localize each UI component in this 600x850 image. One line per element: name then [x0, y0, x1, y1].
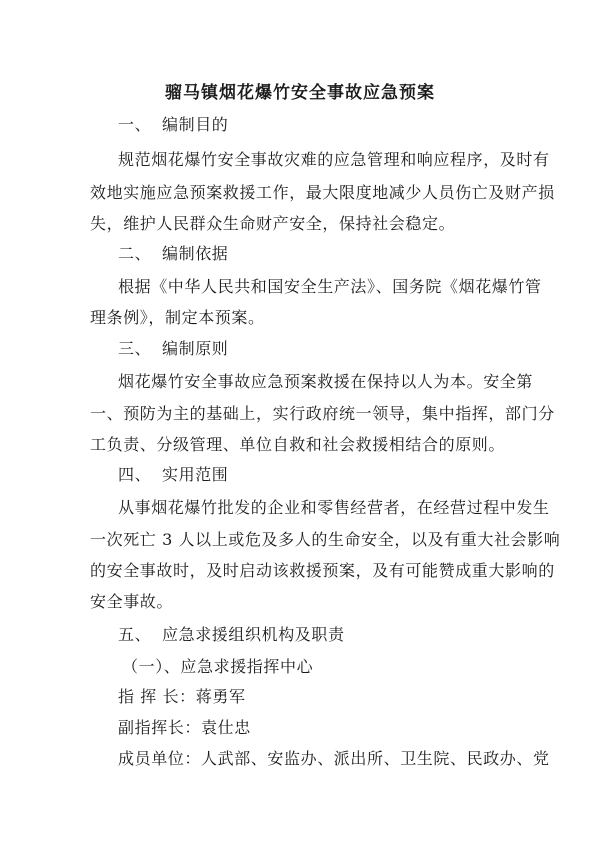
paragraph-line: 的安全事故时，及时启动该救援预案，及有可能赞成重大影响的 — [90, 561, 555, 580]
section-number: 一、 — [118, 115, 152, 134]
section-heading-text: 编制目的 — [162, 115, 229, 134]
paragraph-line: 一次死亡 3 人以上或危及多人的生命安全，以及有重大社会影响 — [90, 530, 561, 549]
section-number: 三、 — [118, 339, 152, 358]
section-heading — [118, 241, 228, 264]
paragraph-line: 规范烟花爆竹安全事故灾难的应急管理和响应程序，及时有 — [118, 150, 550, 169]
section-heading — [118, 462, 228, 485]
paragraph-line: 一、预防为主的基础上，实行政府统一领导，集中指挥，部门分 — [90, 404, 555, 423]
paragraph-line: 烟花爆竹安全事故应急预案救援在保持以人为本。安全第 — [118, 372, 534, 391]
section-heading-text: 实用范围 — [162, 465, 229, 484]
section-number: 五、 — [118, 625, 152, 644]
subsection-heading: （一）、应急求援指挥中心 — [122, 657, 314, 676]
section-heading-text: 编制原则 — [162, 339, 229, 358]
section-number: 四、 — [118, 465, 152, 484]
section-heading — [118, 622, 345, 645]
paragraph-line: 安全事故。 — [90, 592, 174, 611]
paragraph-line: 效地实施应急预案救援工作，最大限度地减少人员伤亡及财产损 — [90, 183, 555, 202]
paragraph-line: 理条例》，制定本预案。 — [90, 308, 265, 327]
paragraph-line: 根据《中华人民共和国安全生产法》、国务院《烟花爆竹管 — [118, 277, 542, 296]
paragraph-line: 从事烟花爆竹批发的企业和零售经营者，在经营过程中发生 — [118, 498, 550, 517]
section-heading — [118, 112, 228, 135]
role-line-commander: 指 挥 长：蒋勇军 — [118, 687, 246, 706]
section-heading — [118, 336, 228, 359]
role-line-members: 成员单位：人武部、安监办、派出所、卫生院、民政办、党 — [118, 749, 550, 768]
section-heading-text: 编制依据 — [162, 244, 229, 263]
document-title: 骝马镇烟花爆竹安全事故应急预案 — [165, 83, 435, 103]
paragraph-line: 失，维护人民群众生命财产安全，保持社会稳定。 — [90, 214, 456, 233]
role-line-deputy: 副指挥长：袁仕忠 — [118, 718, 251, 737]
section-heading-text: 应急求援组织机构及职责 — [162, 625, 345, 644]
paragraph-line: 工负责、分级管理、单位自救和社会救援相结合的原则。 — [90, 435, 506, 454]
section-number: 二、 — [118, 244, 152, 263]
